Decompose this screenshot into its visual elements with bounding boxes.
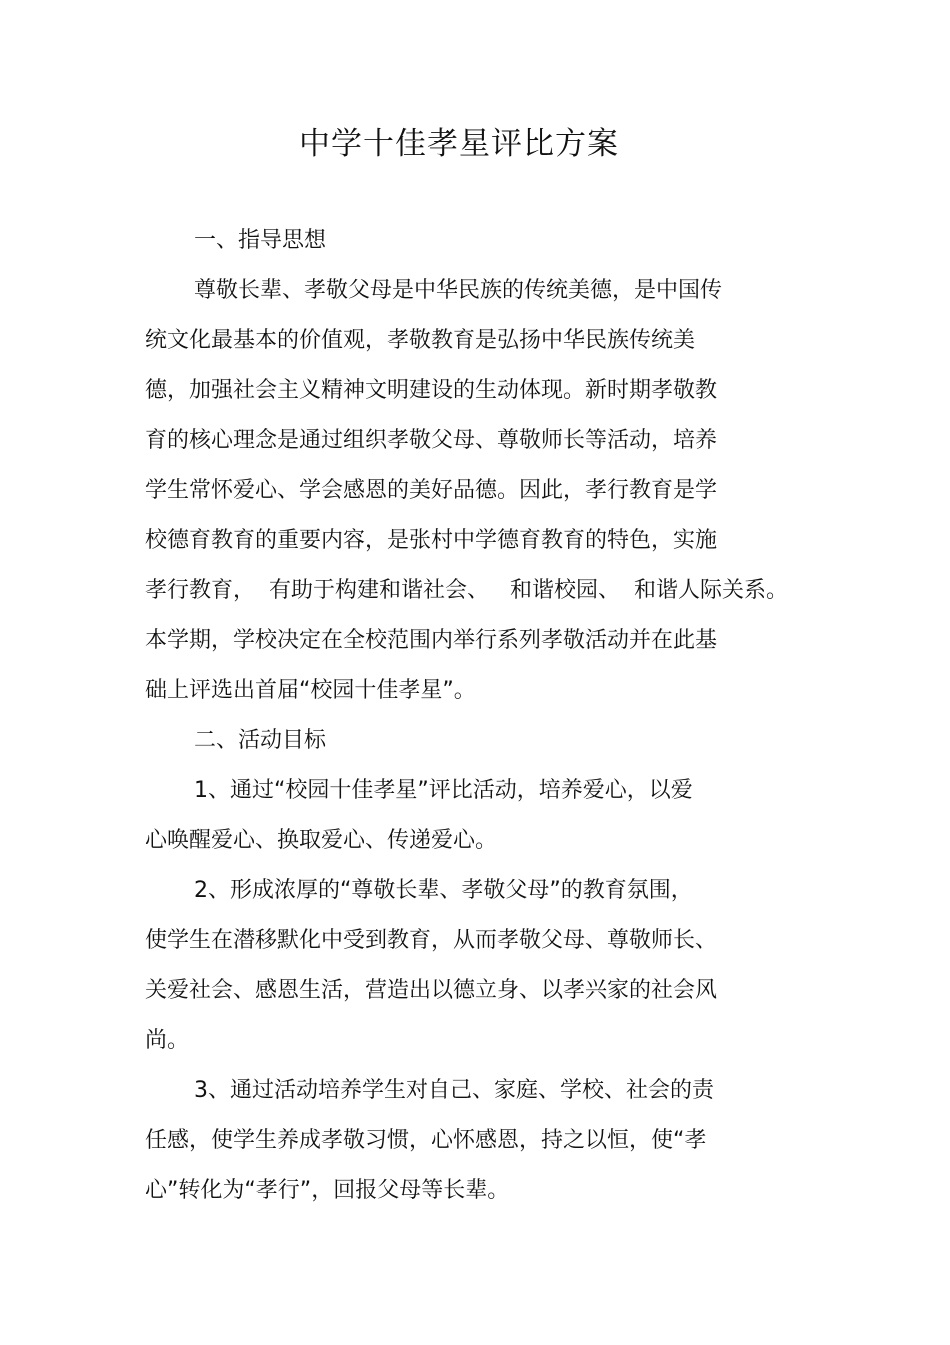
paragraph-line: 心”转化为“孝行”，回报父母等长辈。 (145, 1178, 510, 1203)
goal-item-1: 1、通过“校园十佳孝星”评比活动，培养爱心，以爱 (194, 778, 693, 803)
section-heading-activity-goals: 二、活动目标 (194, 728, 327, 753)
paragraph-line: 育的核心理念是通过组织孝敬父母、尊敬师长等活动，培养 (145, 428, 718, 453)
paragraph-line: 使学生在潜移默化中受到教育，从而孝敬父母、尊敬师长、 (145, 928, 718, 953)
paragraph-line: 德，加强社会主义精神文明建设的生动体现。新时期孝敬教 (145, 378, 718, 403)
goal-item-2: 2、形成浓厚的“尊敬长辈、孝敬父母”的教育氛围， (194, 878, 693, 903)
document-title: 中学十佳孝星评比方案 (299, 126, 619, 162)
paragraph-line: 尚。 (145, 1028, 190, 1053)
paragraph-line: 统文化最基本的价值观，孝敬教育是弘扬中华民族传统美 (145, 328, 696, 353)
paragraph-line: 学生常怀爱心、学会感恩的美好品德。因此，孝行教育是学 (145, 478, 718, 503)
paragraph-line: 心唤醒爱心、换取爱心、传递爱心。 (145, 828, 498, 853)
paragraph-line: 本学期，学校决定在全校范围内举行系列孝敬活动并在此基 (145, 628, 718, 653)
section-heading-guiding-thought: 一、指导思想 (194, 228, 327, 253)
paragraph-line: 任感，使学生养成孝敬习惯，心怀感恩，持之以恒，使“孝 (145, 1128, 707, 1153)
paragraph-line: 础上评选出首届“校园十佳孝星”。 (145, 678, 476, 703)
goal-item-3: 3、通过活动培养学生对自己、家庭、学校、社会的责 (194, 1078, 714, 1103)
paragraph-line: 孝行教育， 有助于构建和谐社会、 和谐校园、 和谐人际关系。 (145, 578, 788, 603)
paragraph-line: 尊敬长辈、孝敬父母是中华民族的传统美德，是中国传 (194, 278, 723, 303)
paragraph-line: 校德育教育的重要内容，是张村中学德育教育的特色，实施 (145, 528, 718, 553)
paragraph-line: 关爱社会、感恩生活，营造出以德立身、以孝兴家的社会风 (145, 978, 718, 1003)
